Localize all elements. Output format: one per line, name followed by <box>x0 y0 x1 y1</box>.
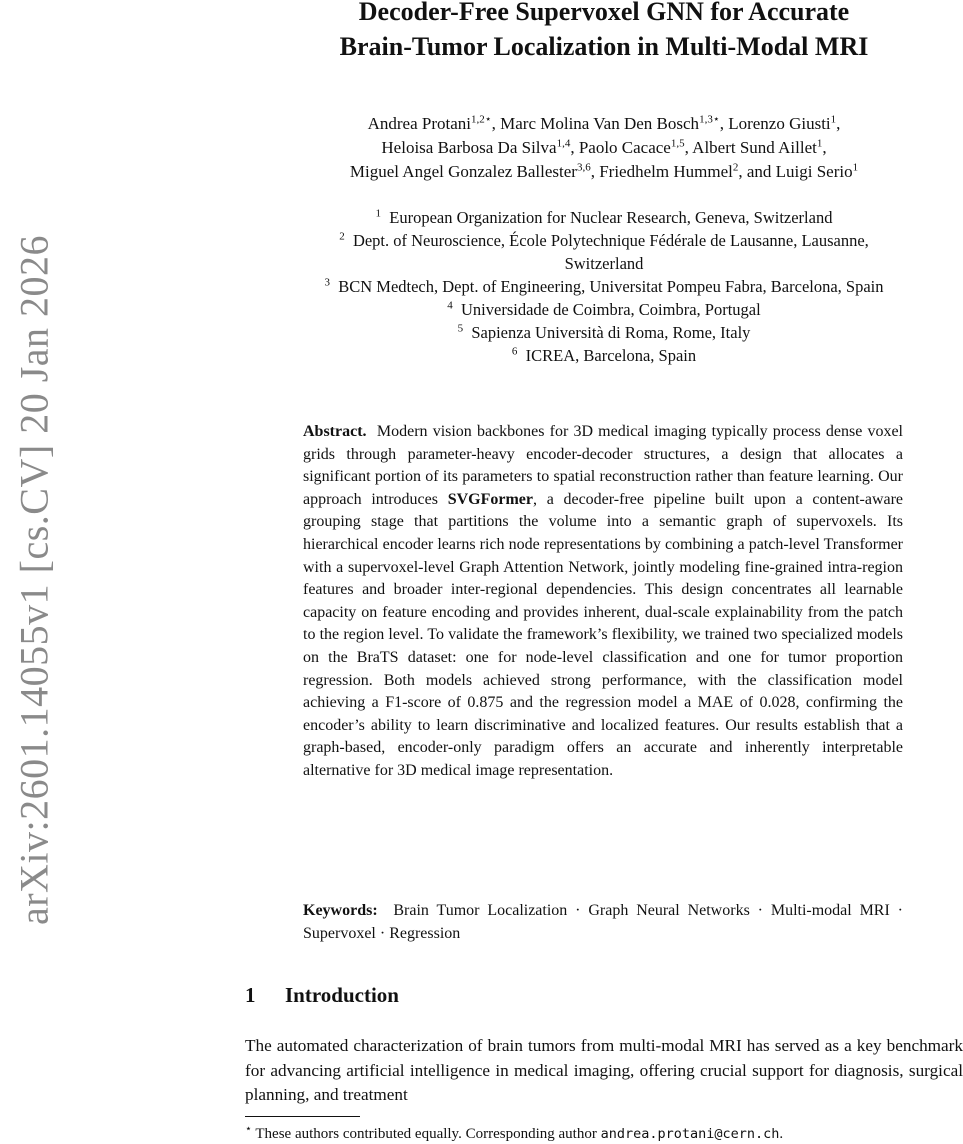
author-name: Andrea Protani <box>367 114 471 133</box>
affiliation-item <box>245 321 963 344</box>
corresponding-email[interactable]: andrea.protani@cern.ch <box>600 1126 780 1142</box>
affiliation-text: Dept. of Neuroscience, École Polytechnique Fédérale de Lausanne, Lausanne, <box>352 231 869 250</box>
arxiv-side-stamp <box>0 0 60 1144</box>
affiliation-number: 1 <box>375 207 382 220</box>
keywords-label: Keywords: <box>303 902 378 919</box>
arxiv-identifier: arXiv:2601.14055v1 [cs.CV] 20 Jan 2026 <box>11 234 57 926</box>
affiliation-item <box>245 206 963 229</box>
footnote-end: . <box>779 1126 784 1142</box>
affiliation-item <box>245 229 963 252</box>
author-name: Heloisa Barbosa Da Silva <box>381 138 557 157</box>
author-affiliation-mark: 3,6 <box>576 161 591 174</box>
abstract <box>303 421 903 783</box>
section-heading <box>245 983 399 1008</box>
author-affiliation-mark: 1 <box>852 161 859 174</box>
affiliation-text: ICREA, Barcelona, Spain <box>525 346 697 365</box>
author-separator: , <box>822 138 827 157</box>
author-name: Paolo Cacace <box>578 138 671 157</box>
author-name: Miguel Angel Gonzalez Ballester <box>349 162 577 181</box>
author-affiliation-mark: 1,4 <box>556 137 571 150</box>
keywords <box>303 900 903 945</box>
affiliation-text: Universidade de Coimbra, Coimbra, Portugal <box>461 300 761 319</box>
author-line-3 <box>245 160 963 184</box>
affiliation-number: 5 <box>457 322 464 335</box>
author-name: Friedhelm Hummel <box>599 162 733 181</box>
abstract-text-end: , a decoder-free pipeline built upon a content-aware grouping stage that partitions the volume into a semantic graph of supervoxels. Its hierarchical encoder learns rich node representations by combining a patch-level Transformer with a supervoxel-level Graph Attention Network, jointly modeling fine-grained intra-region features and broader inter-regional dependencies. This design concentrates all learnable capacity on feature encoding and provides inherent, dual-scale explainability from the patch to the region level. To validate the framework’s flexibility, we trained two specialized models on the BraTS dataset: one for node-level classification and one for tumor proportion regression. Both models achieved strong performance, with the classification model achieving a F1-score of 0.875 and the regression model a MAE of 0.028, confirming the encoder’s ability to learn discriminative and localized features. Our results establish that a graph-based, encoder-only paradigm offers an accurate and inherently interpretable alternative for 3D medical image representation. <box>303 490 904 779</box>
author-separator: , <box>836 114 841 133</box>
author-separator: , <box>570 138 579 157</box>
affiliation-text: BCN Medtech, Dept. of Engineering, Universitat Pompeu Fabra, Barcelona, Spain <box>338 277 884 296</box>
paper-title <box>245 0 963 64</box>
author-affiliation-mark: 1,5 <box>670 137 685 150</box>
author-affiliation-mark: 1 <box>816 137 823 150</box>
affiliation-item <box>245 298 963 321</box>
author-name: Lorenzo Giusti <box>728 114 831 133</box>
affiliation-text: Sapienza Università di Roma, Rome, Italy <box>471 323 751 342</box>
affiliation-item <box>245 344 963 367</box>
author-separator: , <box>719 114 729 133</box>
intro-paragraph: The automated characterization of brain tumors from multi-modal MRI has served as a key benchmark for advancing artificial intelligence in medical imaging, offering crucial support for diagnosis, surgical planning, and treatment <box>245 1036 963 1104</box>
abstract-method-name: SVGFormer <box>447 490 533 508</box>
author-separator: , <box>590 162 600 181</box>
affiliation-number: 2 <box>339 230 345 243</box>
author-line-2 <box>245 136 963 160</box>
affiliation-number: 6 <box>511 345 518 358</box>
affiliation-item-continued: Switzerland <box>564 254 644 273</box>
author-and: , and <box>738 162 776 181</box>
author-name: Luigi Serio <box>775 162 853 181</box>
affiliation-text: European Organization for Nuclear Research, Geneva, Switzerland <box>389 208 833 227</box>
author-affiliation-mark: 1 <box>830 113 837 126</box>
title-line-2: Brain-Tumor Localization in Multi-Modal MRI <box>339 32 869 61</box>
author-separator: , <box>684 138 693 157</box>
author-affiliation-mark: 1,2⋆ <box>470 113 492 126</box>
author-name: Albert Sund Aillet <box>692 138 817 157</box>
section-number: 1 <box>245 983 256 1007</box>
author-affiliation-mark: 1,3⋆ <box>699 113 720 126</box>
keywords-text: Brain Tumor Localization · Graph Neural Networks · Multi-modal MRI · Supervoxel · Regression <box>303 902 903 942</box>
author-affiliation-mark: 2 <box>732 161 739 174</box>
affiliation-list <box>245 206 963 367</box>
author-separator: , <box>491 114 501 133</box>
author-name: Marc Molina Van Den Bosch <box>500 114 700 133</box>
section-title: Introduction <box>285 983 399 1007</box>
author-line-1 <box>245 112 963 136</box>
title-line-1: Decoder-Free Supervoxel GNN for Accurate <box>358 0 850 26</box>
footnote-divider <box>245 1116 360 1117</box>
affiliation-number: 4 <box>447 299 453 312</box>
affiliation-item <box>245 275 963 298</box>
author-list <box>245 112 963 184</box>
abstract-label: Abstract. <box>303 423 367 440</box>
footnote-mark: ⋆ <box>245 1123 252 1135</box>
abstract-text-start: Modern vision backbones for 3D medical imaging typically process dense voxel grids through parameter-heavy encoder-decoder structures, a design that allocates a significant portion of its parameters to spatial reconstruction rather than feature learning. Our approach introduces <box>303 423 904 508</box>
footnote-text: These authors contributed equally. Corresponding author <box>255 1126 597 1142</box>
affiliation-number: 3 <box>324 276 330 289</box>
footnote <box>245 1124 783 1144</box>
